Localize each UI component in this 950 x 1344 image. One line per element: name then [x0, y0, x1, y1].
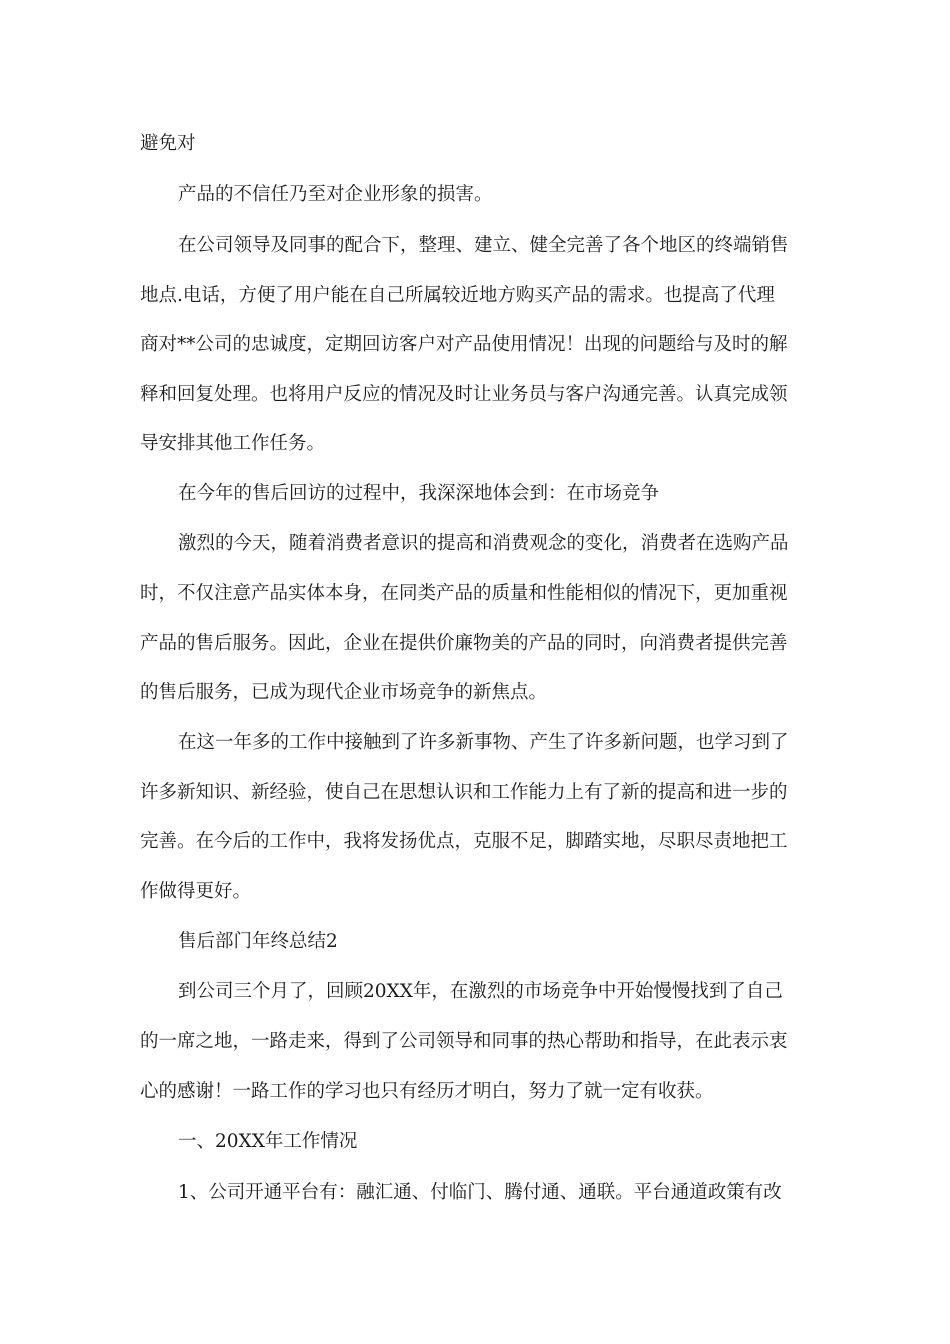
text-line: 商对**公司的忠诚度，定期回访客户对产品使用情况！出现的问题给与及时的解	[140, 334, 788, 355]
text-line: 在这一年多的工作中接触到了许多新事物、产生了许多新问题，也学习到了	[178, 732, 789, 753]
text-line: 完善。在今后的工作中，我将发扬优点，克服不足，脚踏实地，尽职尽责地把工	[140, 831, 788, 852]
text-line: 1、公司开通平台有：融汇通、付临门、腾付通、通联。平台通道政策有改	[178, 1182, 782, 1203]
text-line: 避免对	[140, 133, 196, 154]
text-line: 许多新知识、新经验，使自己在思想认识和工作能力上有了新的提高和进一步的	[140, 782, 788, 803]
text-line: 在公司领导及同事的配合下，整理、建立、健全完善了各个地区的终端销售	[178, 235, 789, 256]
section-heading: 售后部门年终总结2	[178, 931, 338, 952]
section-heading: 一、20XX年工作情况	[178, 1131, 358, 1152]
text-line: 时，不仅注意产品实体本身，在同类产品的质量和性能相似的情况下，更加重视	[140, 583, 788, 604]
text-line: 产品的不信任乃至对企业形象的损害。	[178, 184, 493, 205]
text-line: 的售后服务，已成为现代企业市场竞争的新焦点。	[140, 682, 548, 703]
text-line: 作做得更好。	[140, 881, 252, 902]
text-line: 地点.电话，方便了用户能在自己所属较近地方购买产品的需求。也提高了代理	[140, 285, 775, 306]
text-line: 的一席之地，一路走来，得到了公司领导和同事的热心帮助和指导，在此表示衷	[140, 1031, 788, 1052]
text-line: 产品的售后服务。因此，企业在提供价廉物美的产品的同时，向消费者提供完善	[140, 633, 788, 654]
text-line: 到公司三个月了，回顾20XX年，在激烈的市场竞争中开始慢慢找到了自己	[178, 981, 783, 1002]
text-line: 在今年的售后回访的过程中，我深深地体会到：在市场竞争	[178, 483, 660, 504]
text-line: 激烈的今天，随着消费者意识的提高和消费观念的变化，消费者在选购产品	[178, 533, 789, 554]
text-line: 导安排其他工作任务。	[140, 433, 326, 454]
text-line: 释和回复处理。也将用户反应的情况及时让业务员与客户沟通完善。认真完成领	[140, 384, 788, 405]
text-line: 心的感谢！一路工作的学习也只有经历才明白，努力了就一定有收获。	[140, 1081, 714, 1102]
